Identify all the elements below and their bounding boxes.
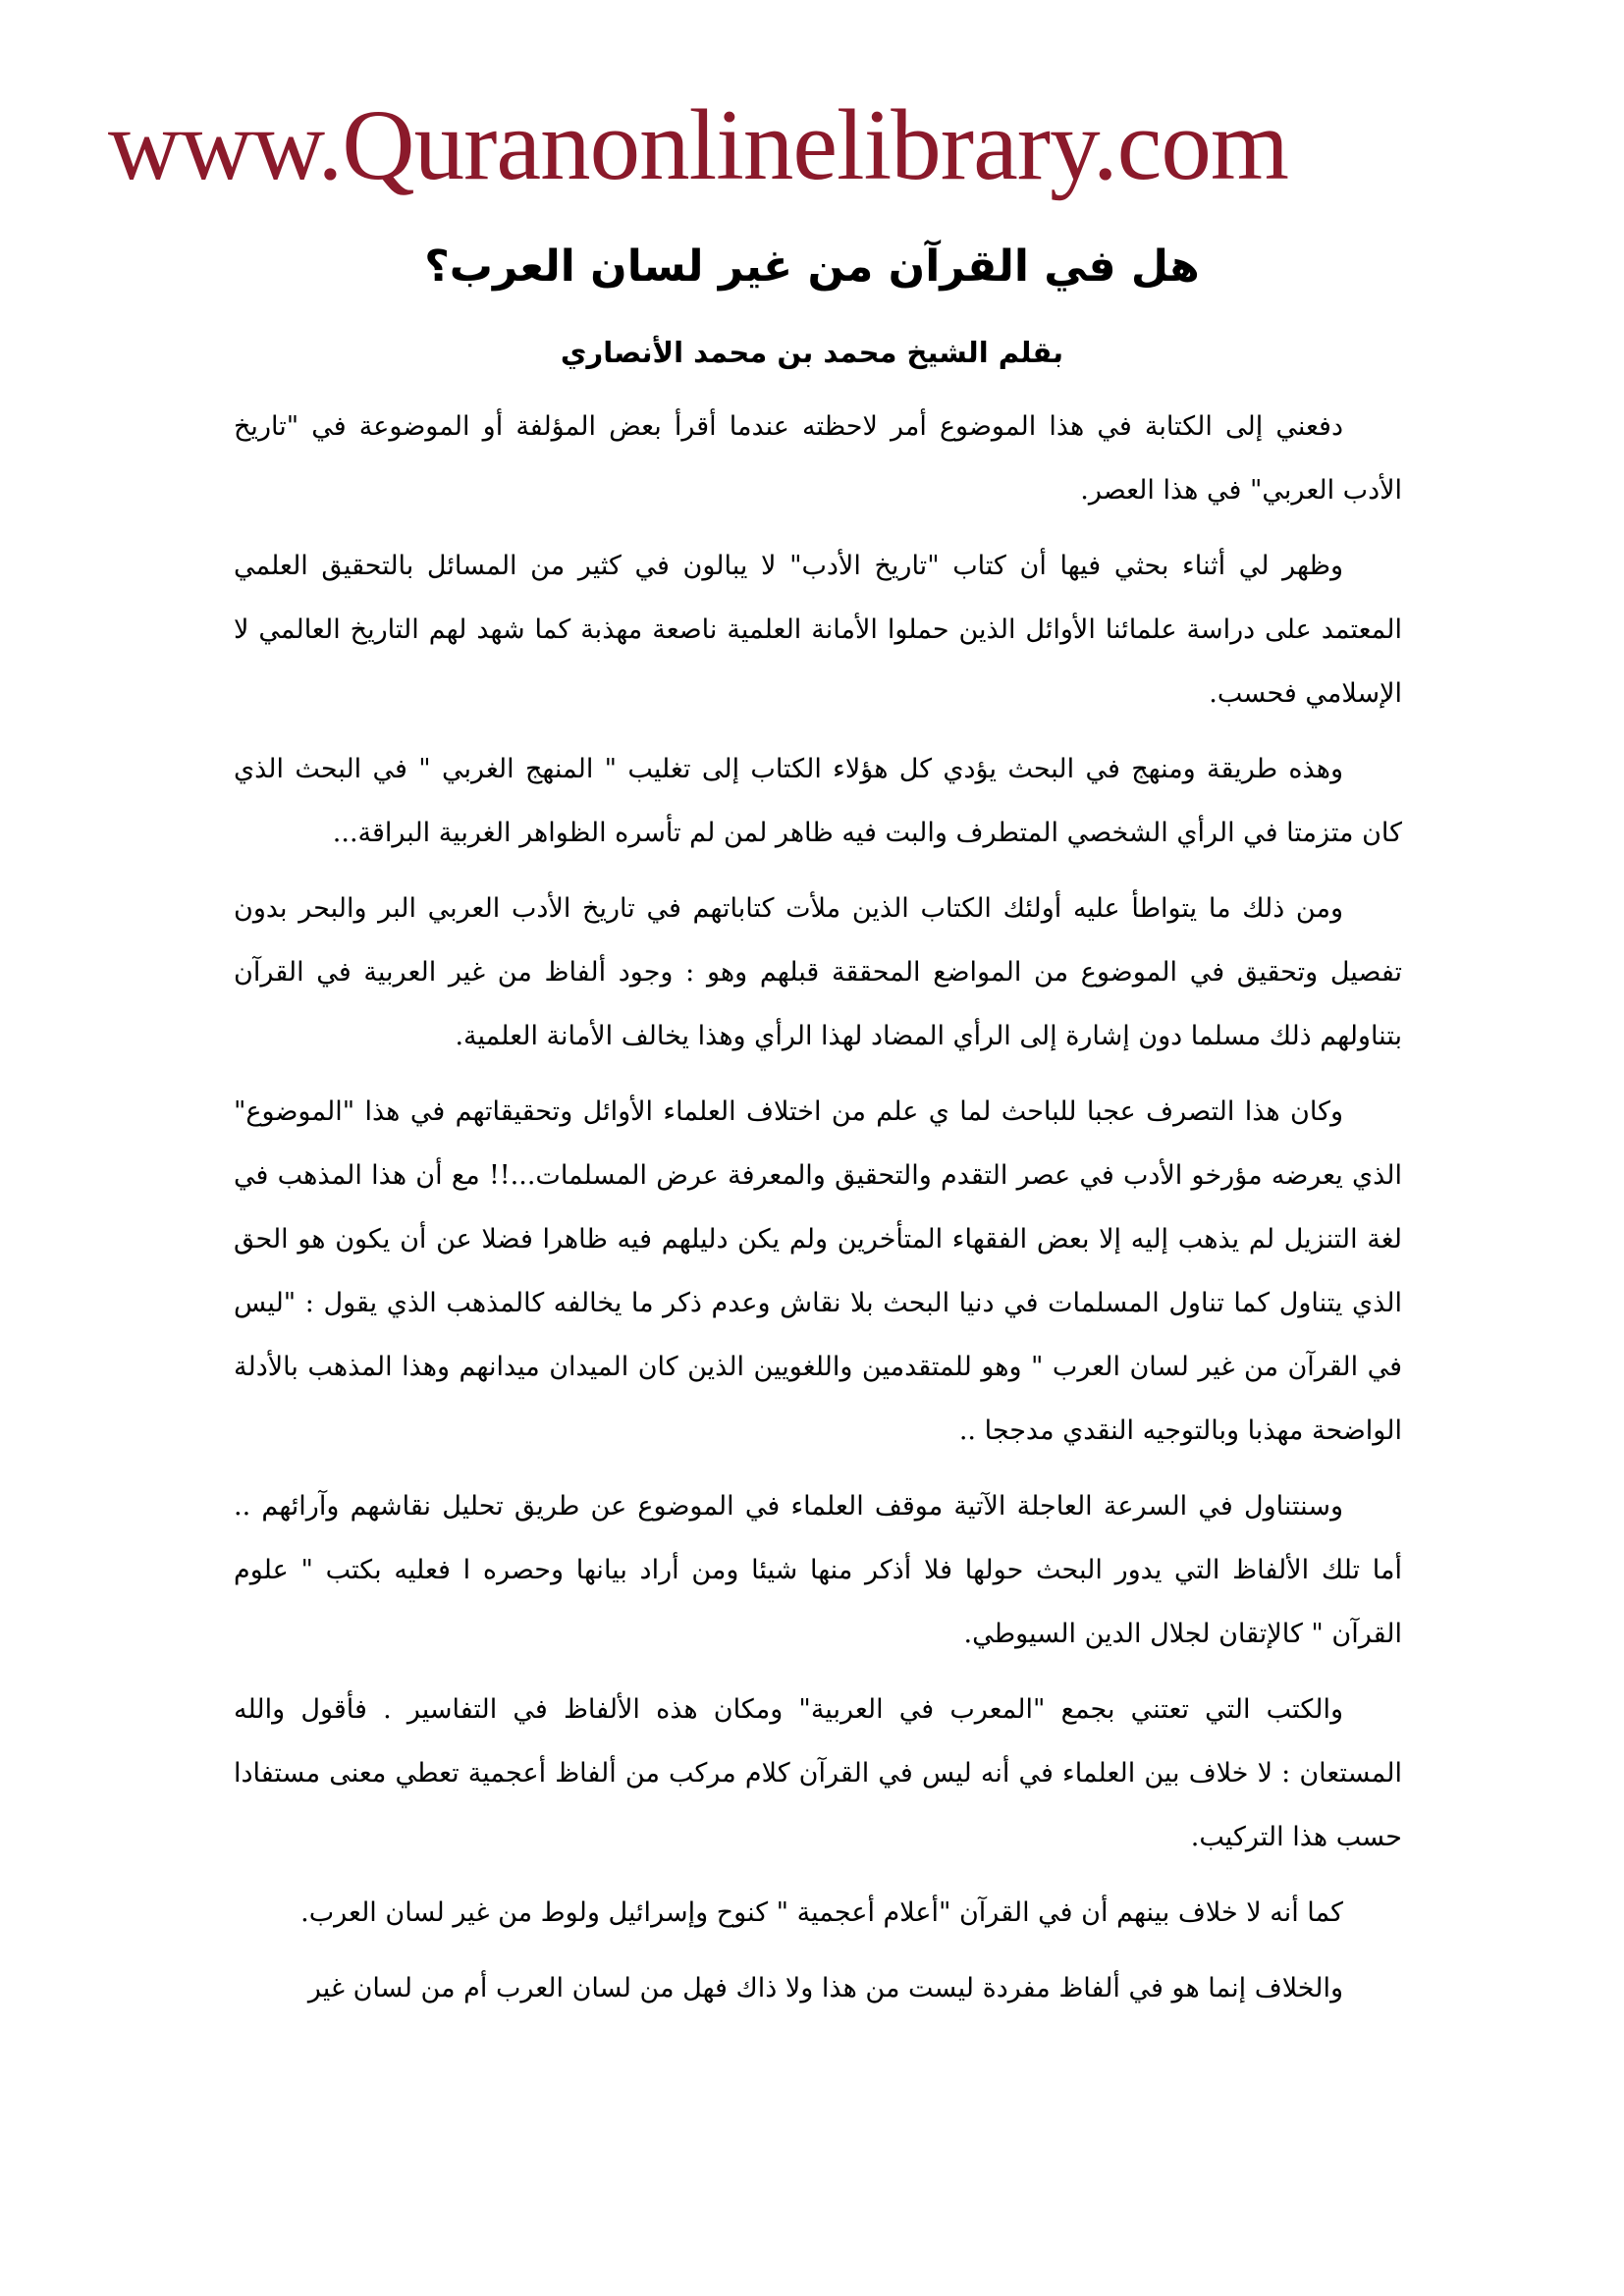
paragraph: دفعني إلى الكتابة في هذا الموضوع أمر لاحظته عندما أقرأ بعض المؤلفة أو الموضوعة في "تاريخ الأدب العربي" في هذا العصر. bbox=[234, 411, 1402, 506]
paragraph: وظهر لي أثناء بحثي فيها أن كتاب "تاريخ الأدب" لا يبالون في كثير من المسائل بالتحقيق العلمي المعتمد على دراسة علمائنا الأوائل الذين حملوا الأمانة العلمية ناصعة مهذبة كما شهد لهم التاريخ العالمي لا الإسلامي فحسب. bbox=[234, 551, 1402, 709]
author-line: بقلم الشيخ محمد بن محمد الأنصاري bbox=[560, 336, 1064, 369]
paragraph: وكان هذا التصرف عجبا للباحث لما ي علم من اختلاف العلماء الأوائل وتحقيقاتهم في هذا "الموضوع" الذي يعرضه مؤرخو الأدب في عصر التقدم والتحقيق والمعرفة عرض المسلمات...!! مع أن هذا المذهب في لغة التنزيل لم يذهب إليه إلا بعض الفقهاء المتأخرين ولم يكن دليلهم فيه ظاهرا فضلا عن أن يكون هو الحق الذي يتناول كما تناول المسلمات في دنيا البحث بلا نقاش وعدم ذكر ما يخالفه كالمذهب الذي يقول : "ليس في القرآن من غير لسان العرب " وهو للمتقدمين واللغويين الذين كان الميدان ميدانهم وهذا المذهب بالأدلة الواضحة مهذبا وبالتوجيه النقدي مدججا .. bbox=[234, 1096, 1402, 1446]
paragraph: كما أنه لا خلاف بينهم أن في القرآن "أعلام أعجمية " كنوح وإسرائيل ولوط من غير لسان العرب. bbox=[300, 1897, 1343, 1928]
article-body bbox=[234, 395, 1402, 2032]
site-url-banner: www.Quranonlinelibrary.com bbox=[108, 89, 1289, 201]
paragraph: والكتب التي تعتني بجمع "المعرب في العربية" ومكان هذه الألفاظ في التفاسير . فأقول والله المستعان : لا خلاف بين العلماء في أنه ليس في القرآن كلام مركب من ألفاظ أعجمية تعطي معنى مستفادا حسب هذا التركيب. bbox=[234, 1694, 1402, 1852]
paragraph: والخلاف إنما هو في ألفاظ مفردة ليست من هذا ولا ذاك فهل من لسان العرب أم من لسان غير bbox=[307, 1973, 1343, 2003]
paragraph: وسنتناول في السرعة العاجلة الآتية موقف العلماء في الموضوع عن طريق تحليل نقاشهم وآرائهم .. أما تلك الألفاظ التي يدور البحث حولها فلا أذكر منها شيئا ومن أراد بيانها وحصره ا فعليه بكتب " علوم القرآن " كالإتقان لجلال الدين السيوطي. bbox=[234, 1491, 1402, 1649]
paragraph: ومن ذلك ما يتواطأ عليه أولئك الكتاب الذين ملأت كتاباتهم في تاريخ الأدب العربي البر والبحر بدون تفصيل وتحقيق في الموضوع من المواضع المحققة قبلهم وهو : وجود ألفاظ من غير العربية في القرآن بتناولهم ذلك مسلما دون إشارة إلى الرأي المضاد لهذا الرأي وهذا يخالف الأمانة العلمية. bbox=[234, 893, 1402, 1051]
paragraph: وهذه طريقة ومنهج في البحث يؤدي كل هؤلاء الكتاب إلى تغليب " المنهج الغربي " في البحث الذي كان متزمتا في الرأي الشخصي المتطرف والبت فيه ظاهر لمن لم تأسره الظواهر الغربية البراقة... bbox=[234, 754, 1402, 848]
page-title: هل في القرآن من غير لسان العرب؟ bbox=[424, 241, 1200, 292]
